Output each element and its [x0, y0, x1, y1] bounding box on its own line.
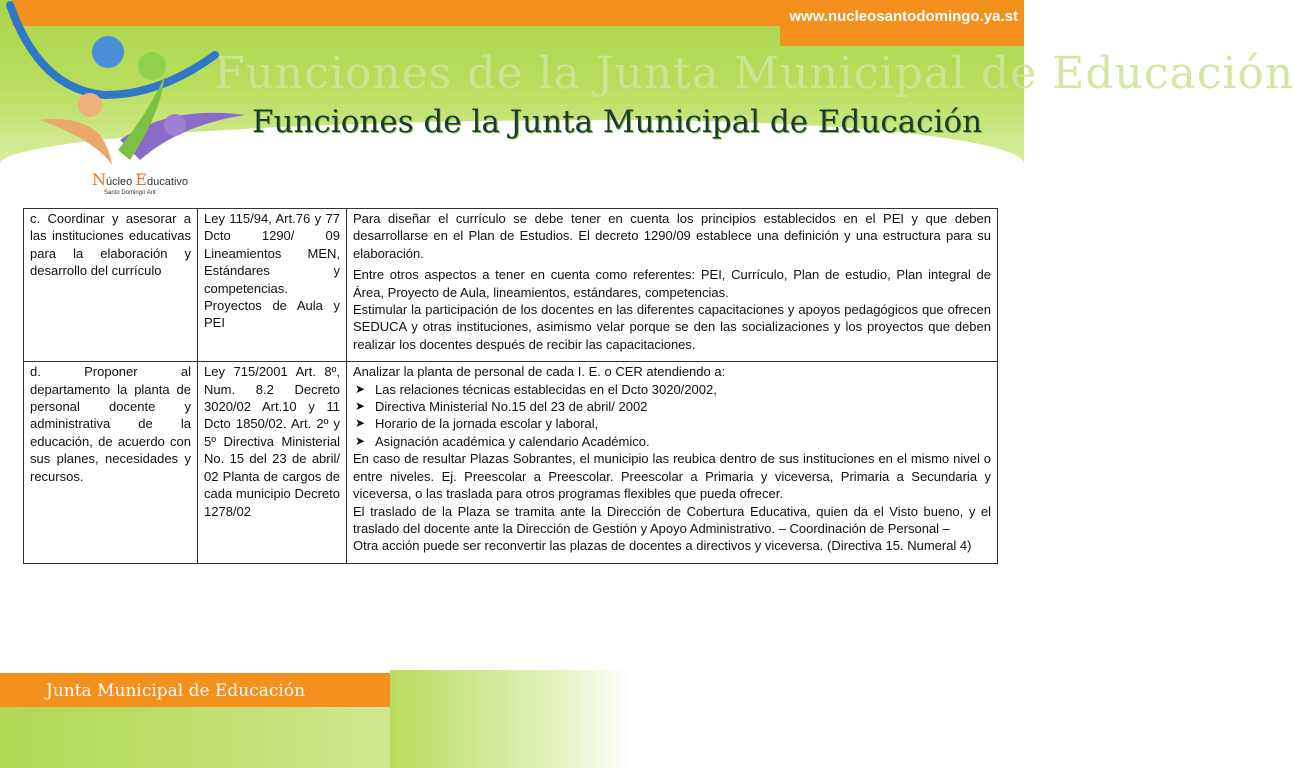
list-item: ➤ Las relaciones técnicas establecidas en el Dcto 3020/2002,: [353, 381, 991, 398]
footer-label: Junta Municipal de Educación: [46, 681, 306, 701]
site-url[interactable]: www.nucleosantodomingo.ya.st: [789, 8, 1018, 25]
table-row: [24, 209, 998, 362]
title-shadow: Funciones de la Junta Municipal de Educación: [214, 48, 1294, 99]
legal-basis-cell: Ley 115/94, Art.76 y 77 Dcto 1290/ 09 Lineamientos MEN, Estándares y competencias. Proyectos de Aula y PEI: [198, 209, 347, 362]
logo-subtitle: Santo Domingo Ant: [104, 190, 156, 196]
logo-name: Núcleo Educativo: [92, 170, 189, 189]
top-bar-extension: [780, 26, 1024, 46]
description-cell: [347, 362, 998, 563]
function-cell: c. Coordinar y asesorar a las instituciones educativas para la elaboración y desarrollo del currículo: [24, 209, 198, 362]
legal-basis-cell: Ley 715/2001 Art. 8º, Num. 8.2 Decreto 3020/02 Art.10 y 11 Dcto 1850/02. Art. 2º y 5º Directiva Ministerial No. 15 del 23 de abril/ 02 Planta de cargos de cada municipio Decreto 1278/02: [198, 362, 347, 563]
function-cell: d. Proponer al departamento la planta de personal docente y administrativa de la educación, de acuerdo con sus planes, necesidades y recursos.: [24, 362, 198, 563]
functions-table: [23, 208, 998, 564]
table-row: [24, 362, 998, 563]
description-paragraph: En caso de resultar Plazas Sobrantes, el municipio las reubica dentro de sus instituciones en el mismo nivel o entre niveles. Ej. Preescolar a Preescolar. Preescolar a Primaria y viceversa, Primaria a Secundaria y viceversa, o las traslada para otros programas flexibles que pueda ofrecer.: [353, 451, 991, 502]
page-title: Funciones de la Junta Municipal de Educación: [252, 104, 983, 140]
description-paragraph: Otra acción puede ser reconvertir las plazas de docentes a directivos y viceversa. (Directiva 15. Numeral 4): [353, 538, 972, 554]
footer-decoration: [390, 670, 630, 768]
description-intro: Analizar la planta de personal de cada I. E. o CER atendiendo a:: [353, 364, 726, 380]
description-paragraph: El traslado de la Plaza se tramita ante la Dirección de Cobertura Educativa, quien da el Visto bueno, y el traslado del docente ante la Dirección de Gestión y Apoyo Administrativo. – Coordinación de Personal –: [353, 503, 991, 536]
description-paragraph: Estimular la participación de los docentes en las diferentes capacitaciones y apoyos pedagógicos que ofrecen SEDUCA y otras instituciones, asimismo velar porque se den las socializaciones y los proyectos que deben realizar los docentes después de recibir las capacitaciones.: [353, 302, 991, 352]
description-paragraph: Entre otros aspectos a tener en cuenta como referentes: PEI, Currículo, Plan de estudio, Plan integral de Área, Proyecto de Aula, lineamientos, estándares, competencias.: [353, 267, 991, 300]
criteria-list: [353, 381, 991, 451]
list-item: ➤ Horario de la jornada escolar y laboral,: [353, 415, 991, 432]
description-paragraph: Para diseñar el currículo se debe tener en cuenta los principios establecidos en el PEI y que deben desarrollarse en el Plan de Estudios. El decreto 1290/09 establece una definición y una estructura para su elaboración.: [353, 211, 991, 261]
list-item: ➤ Directiva Ministerial No.15 del 23 de abril/ 2002: [353, 398, 991, 415]
list-item: ➤ Asignación académica y calendario Académico.: [353, 433, 991, 450]
footer-green-band: [0, 707, 390, 768]
description-cell: [347, 209, 998, 362]
